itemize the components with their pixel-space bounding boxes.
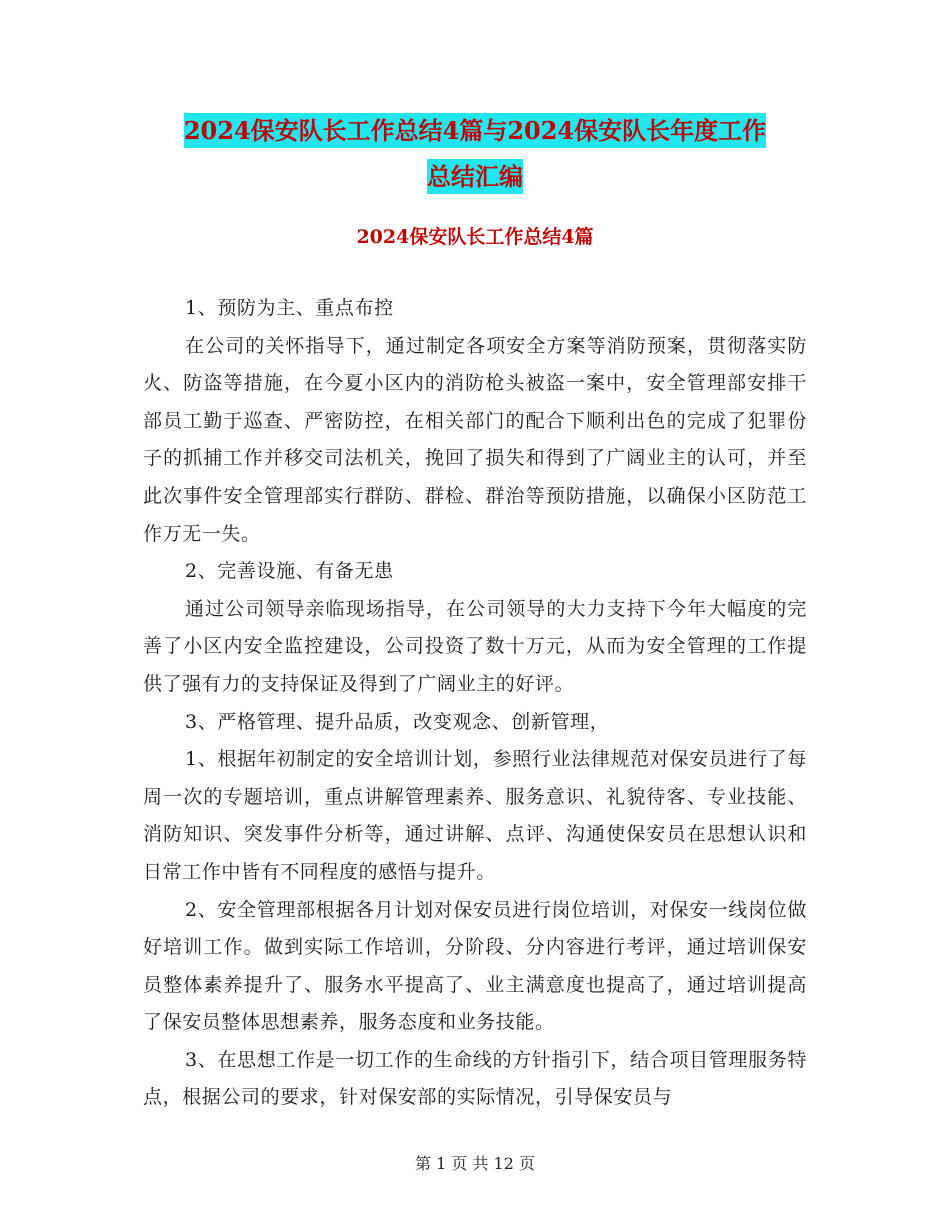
- paragraph: 1、根据年初制定的安全培训计划，参照行业法律规范对保安员进行了每周一次的专题培训，重点讲解管理素养、服务意识、礼貌待客、专业技能、消防知识、突发事件分析等，通过讲解、点评、沟通使保安员在思想认识和日常工作中皆有不同程度的感悟与提升。: [143, 748, 807, 883]
- paragraph: 3、严格管理、提升品质，改变观念、创新管理，: [185, 710, 610, 733]
- paragraph: 1、预防为主、重点布控: [185, 297, 394, 319]
- paragraph: 通过公司领导亲临现场指导，在公司领导的大力支持下今年大幅度的完善了小区内安全监控建设，公司投资了数十万元，从而为安全管理的工作提供了强有力的支持保证及得到了广阔业主的好评。: [143, 597, 807, 695]
- page-footer: [0, 1152, 950, 1176]
- page-number-label: 第 1 页 共 12 页: [415, 1154, 535, 1173]
- document-body: [143, 290, 807, 1117]
- paragraph: 在公司的关怀指导下，通过制定各项安全方案等消防预案，贯彻落实防火、防盗等措施，在今夏小区内的消防枪头被盗一案中，安全管理部安排干部员工勤于巡查、严密防控，在相关部门的配合下顺利出色的完成了犯罪份子的抓捕工作并移交司法机关，挽回了损失和得到了广阔业主的认可，并至此次事件安全管理部实行群防、群检、群治等预防措施，以确保小区防范工作万无一失。: [143, 334, 807, 545]
- document-title: [140, 108, 810, 200]
- document-title-line-2: 总结汇编: [427, 159, 523, 194]
- section-title: 2024保安队长工作总结4篇: [356, 226, 594, 248]
- paragraph: 2、完善设施、有备无患: [185, 560, 394, 583]
- paragraph: 2、安全管理部根据各月计划对保安员进行岗位培训，对保安一线岗位做好培训工作。做到实际工作培训，分阶段、分内容进行考评，通过培训保安员整体素养提升了、服务水平提高了、业主满意度也提高了，通过培训提高了保安员整体思想素养，服务态度和业务技能。: [143, 898, 807, 1034]
- paragraph: 3、在思想工作是一切工作的生命线的方针指引下，结合项目管理服务特点，根据公司的要求，针对保安部的实际情况，引导保安员与: [143, 1048, 807, 1109]
- document-title-line-1: 2024保安队长工作总结4篇与2024保安队长年度工作: [184, 113, 766, 148]
